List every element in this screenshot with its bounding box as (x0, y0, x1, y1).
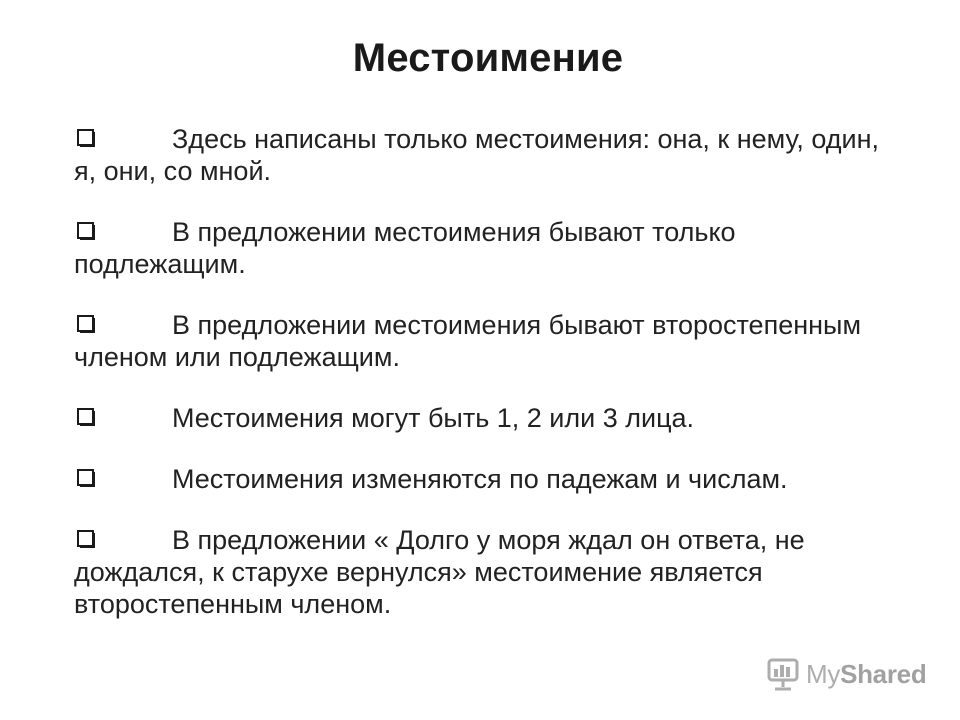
checkbox-bullet-icon (77, 408, 95, 426)
list-item-text: Местоимения изменяются по падежам и числам. (172, 464, 788, 494)
list-item (74, 123, 904, 187)
checkbox-bullet-icon (77, 469, 95, 487)
checkbox-bullet-icon (77, 315, 95, 333)
list-item (74, 216, 904, 280)
list-item (74, 402, 904, 434)
list-item (74, 463, 904, 495)
checkbox-bullet-icon (77, 530, 95, 548)
list-item (74, 524, 904, 620)
list-item (74, 309, 904, 373)
list-item-text: Местоимения могут быть 1, 2 или 3 лица. (172, 403, 695, 433)
mysharecd-watermark (766, 654, 926, 694)
checkbox-bullet-icon (77, 129, 95, 147)
bullet-list (74, 123, 904, 649)
list-item-text: Здесь написаны только местоимения: она, к нему, один, я, они, со мной. (74, 124, 880, 186)
watermark-text: MyShared (806, 658, 927, 689)
slide-title: Местоимение (352, 36, 624, 80)
list-item-text: В предложении « Долго у моря ждал он ответа, не дождался, к старухе вернулся» местоимение является второстепенным членом. (74, 525, 805, 619)
checkbox-bullet-icon (77, 222, 95, 240)
list-item-text: В предложении местоимения бывают только подлежащим. (74, 217, 736, 279)
list-item-text: В предложении местоимения бывают второстепенным членом или подлежащим. (74, 310, 862, 372)
presentation-board-icon (766, 656, 800, 692)
